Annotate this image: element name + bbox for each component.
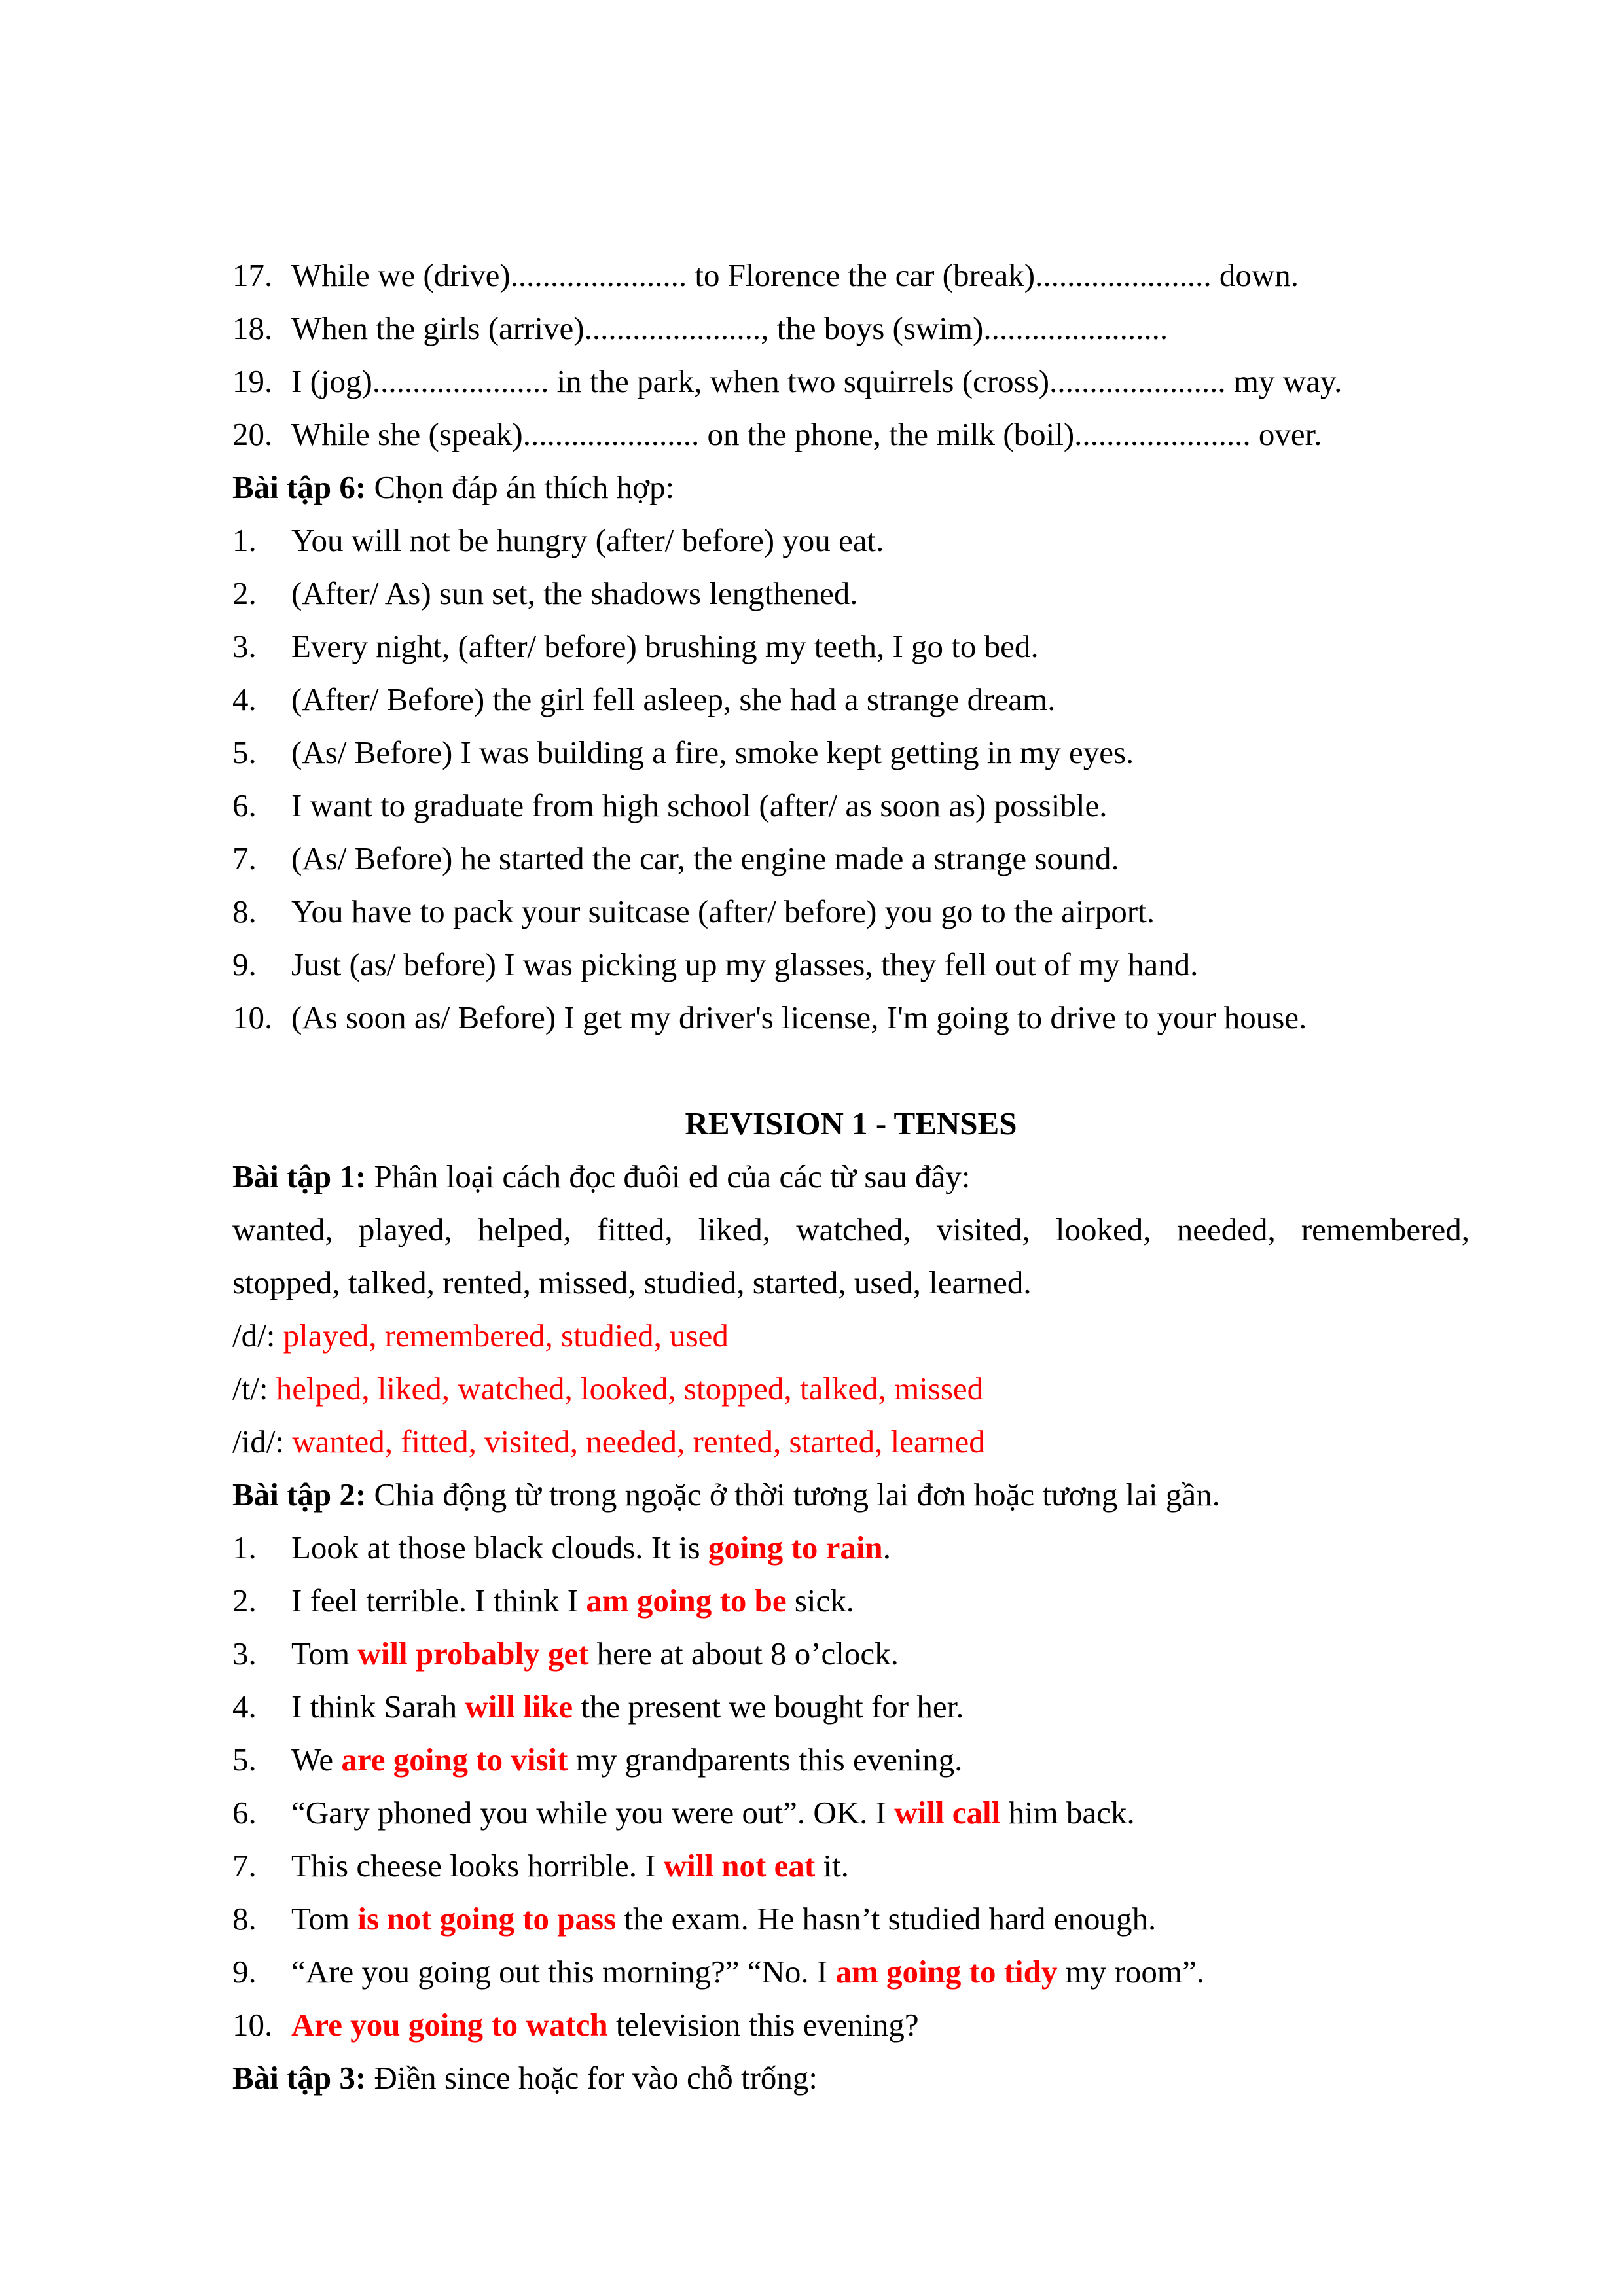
ex1-answer-d: /d/: played, remembered, studied, used — [232, 1318, 729, 1354]
section-gap — [232, 1044, 1470, 1097]
ex6-item-3: 3. Every night, (after/ before) brushing my teeth, I go to bed. — [232, 628, 1039, 664]
ex6-item-9: 9. Just (as/ before) I was picking up my glasses, they fell out of my hand. — [232, 946, 1199, 982]
ex6-item-4: 4. (After/ Before) the girl fell asleep, she had a strange dream. — [232, 681, 1056, 717]
ex5-item-19: 19. I (jog)...................... in the park, when two squirrels (cross)...................... my way. — [232, 363, 1343, 399]
ex2-item-1: 1. Look at those black clouds. It is going to rain. — [232, 1530, 891, 1566]
ex2-item-2: 2. I feel terrible. I think I am going to be sick. — [232, 1583, 855, 1619]
ex2-item-7: 7. This cheese looks horrible. I will not eat it. — [232, 1848, 849, 1884]
ex2-heading: Bài tập 2: Chia động từ trong ngoặc ở thời tương lai đơn hoặc tương lai gần. — [232, 1477, 1220, 1513]
ex6-item-1: 1. You will not be hungry (after/ before) you eat. — [232, 522, 884, 558]
ex5-item-20: 20. While she (speak)...................... on the phone, the milk (boil)...................... over. — [232, 416, 1322, 452]
document-page — [232, 249, 1470, 2104]
ex2-item-4: 4. I think Sarah will like the present we bought for her. — [232, 1689, 964, 1725]
ex6-heading: Bài tập 6: Chọn đáp án thích hợp: — [232, 469, 675, 505]
ex2-item-9: 9. “Are you going out this morning?” “No. I am going to tidy my room”. — [232, 1954, 1204, 1990]
ex6-item-7: 7. (As/ Before) he started the car, the engine made a strange sound. — [232, 840, 1119, 876]
ex1-word-list-line-1: wanted, played, helped, fitted, liked, watched, visited, looked, needed, remembered, — [232, 1211, 1470, 1247]
ex6-item-2: 2. (After/ As) sun set, the shadows lengthened. — [232, 575, 858, 611]
ex2-item-3: 3. Tom will probably get here at about 8 o’clock. — [232, 1636, 899, 1672]
revision-title: REVISION 1 - TENSES — [685, 1105, 1017, 1141]
ex2-item-10: 10. Are you going to watch television this evening? — [232, 2007, 919, 2043]
ex2-item-8: 8. Tom is not going to pass the exam. He hasn’t studied hard enough. — [232, 1901, 1157, 1937]
ex5-item-17: 17. While we (drive)...................... to Florence the car (break)...................... down. — [232, 257, 1299, 293]
ex6-item-5: 5. (As/ Before) I was building a fire, smoke kept getting in my eyes. — [232, 734, 1134, 770]
ex6-item-8: 8. You have to pack your suitcase (after/ before) you go to the airport. — [232, 893, 1155, 929]
ex3-heading: Bài tập 3: Điền since hoặc for vào chỗ trống: — [232, 2060, 818, 2096]
ex2-item-6: 6. “Gary phoned you while you were out”. OK. I will call him back. — [232, 1795, 1135, 1831]
ex1-word-list-line-2: stopped, talked, rented, missed, studied, started, used, learned. — [232, 1265, 1032, 1300]
ex6-item-10: 10. (As soon as/ Before) I get my driver's license, I'm going to drive to your house. — [232, 999, 1307, 1035]
ex1-heading: Bài tập 1: Phân loại cách đọc đuôi ed của các từ sau đây: — [232, 1158, 971, 1194]
ex1-answer-t: /t/: helped, liked, watched, looked, stopped, talked, missed — [232, 1371, 984, 1407]
ex2-item-5: 5. We are going to visit my grandparents this evening. — [232, 1742, 963, 1778]
ex5-item-18: 18. When the girls (arrive)......................, the boys (swim)....................... — [232, 310, 1168, 346]
ex6-item-6: 6. I want to graduate from high school (after/ as soon as) possible. — [232, 787, 1108, 823]
ex1-answer-id: /id/: wanted, fitted, visited, needed, rented, started, learned — [232, 1424, 985, 1460]
